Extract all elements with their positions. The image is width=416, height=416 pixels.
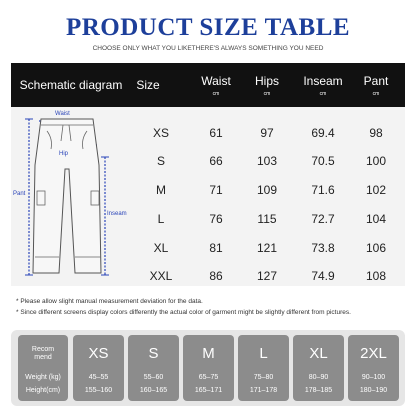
table-header <box>11 63 405 107</box>
recommend-item <box>348 335 399 401</box>
header-unit: cm <box>319 90 327 97</box>
recommend-item <box>73 335 124 401</box>
row-size: XL <box>153 241 169 255</box>
row-inseam: 69.4 <box>311 126 335 140</box>
header-label: Waist <box>201 73 231 88</box>
row-waist: 86 <box>209 269 223 283</box>
weight-label: Weight (kg) <box>25 374 61 381</box>
row-pant: 102 <box>365 183 387 197</box>
notes <box>16 296 351 318</box>
pant-label: Pant <box>13 191 26 197</box>
height-label: Height(cm) <box>25 387 61 394</box>
recommend-height: 160–165 <box>139 387 168 394</box>
header-label: Hips <box>254 73 279 88</box>
recommend-weight: 65–75 <box>198 374 219 381</box>
recommend-size: XS <box>88 345 109 362</box>
header-label: Inseam <box>303 73 343 88</box>
waist-label: Waist <box>55 111 70 117</box>
row-size: XXL <box>149 269 173 283</box>
header-pant <box>351 63 401 107</box>
header-size <box>123 63 173 107</box>
recommend-item <box>238 335 289 401</box>
row-pant: 98 <box>369 126 383 140</box>
row-inseam: 74.9 <box>311 269 335 283</box>
recommend-size: S <box>148 345 159 362</box>
pants-diagram <box>11 107 131 286</box>
row-pant: 104 <box>365 212 387 226</box>
recommend-weight: 75–80 <box>253 374 274 381</box>
header-inseam <box>298 63 348 107</box>
row-inseam: 70.5 <box>311 154 335 168</box>
recommend-panel <box>11 330 405 406</box>
row-hips: 109 <box>256 183 278 197</box>
row-hips: 121 <box>256 241 278 255</box>
row-hips: 97 <box>260 126 274 140</box>
recommend-item <box>293 335 344 401</box>
page-title: PRODUCT SIZE TABLE <box>65 14 351 41</box>
row-pant: 108 <box>365 269 387 283</box>
row-waist: 81 <box>209 241 223 255</box>
recommend-height: 165–171 <box>194 387 223 394</box>
recommend-height: 178–185 <box>304 387 333 394</box>
header-waist <box>191 63 241 107</box>
row-waist: 71 <box>209 183 223 197</box>
header-label: Pant <box>363 73 389 88</box>
inseam-label: Inseam <box>107 211 127 217</box>
row-size: M <box>156 183 166 197</box>
table-body <box>11 107 405 286</box>
recommend-item <box>183 335 234 401</box>
note-measurement: * Please allow slight manual measurement deviation for the data. <box>16 298 203 305</box>
page-subtitle: CHOOSE ONLY WHAT YOU LIKETHERE'S ALWAYS SOMETHING YOU NEED <box>92 45 324 52</box>
recommend-weight: 45–55 <box>88 374 109 381</box>
header-label: Size <box>136 78 160 92</box>
row-hips: 103 <box>256 154 278 168</box>
size-table <box>11 63 405 286</box>
recommend-size: L <box>259 345 268 362</box>
recommend-item <box>128 335 179 401</box>
recommend-weight: 90–100 <box>361 374 386 381</box>
recommend-size: M <box>202 345 215 362</box>
header-schematic <box>11 63 131 107</box>
recommend-title: Recom mend <box>31 346 55 361</box>
header-unit: cm <box>212 90 220 97</box>
row-size: S <box>156 154 165 168</box>
header-unit: cm <box>263 90 271 97</box>
row-size: XS <box>152 126 169 140</box>
row-inseam: 71.6 <box>311 183 335 197</box>
note-color: * Since different screens display colors differently the actual color of garment might be slightly different from pictures. <box>16 309 351 316</box>
row-pant: 106 <box>365 241 387 255</box>
header-hips <box>242 63 292 107</box>
row-hips: 127 <box>256 269 278 283</box>
recommend-height: 171–178 <box>249 387 278 394</box>
header-label: Schematic diagram <box>19 78 123 92</box>
row-inseam: 73.8 <box>311 241 335 255</box>
recommend-weight: 55–60 <box>143 374 164 381</box>
recommend-weight: 80–90 <box>308 374 329 381</box>
row-size: L <box>157 212 165 226</box>
row-waist: 76 <box>209 212 223 226</box>
row-waist: 66 <box>209 154 223 168</box>
row-pant: 100 <box>365 154 387 168</box>
recommend-header <box>18 335 68 401</box>
recommend-height: 180–190 <box>359 387 388 394</box>
row-hips: 115 <box>257 212 277 226</box>
row-inseam: 72.7 <box>311 212 335 226</box>
recommend-size: 2XL <box>360 345 387 362</box>
recommend-height: 155–160 <box>84 387 113 394</box>
row-waist: 61 <box>209 126 223 140</box>
hip-label: Hip <box>59 151 69 157</box>
header-unit: cm <box>372 90 380 97</box>
recommend-size: XL <box>309 345 328 362</box>
